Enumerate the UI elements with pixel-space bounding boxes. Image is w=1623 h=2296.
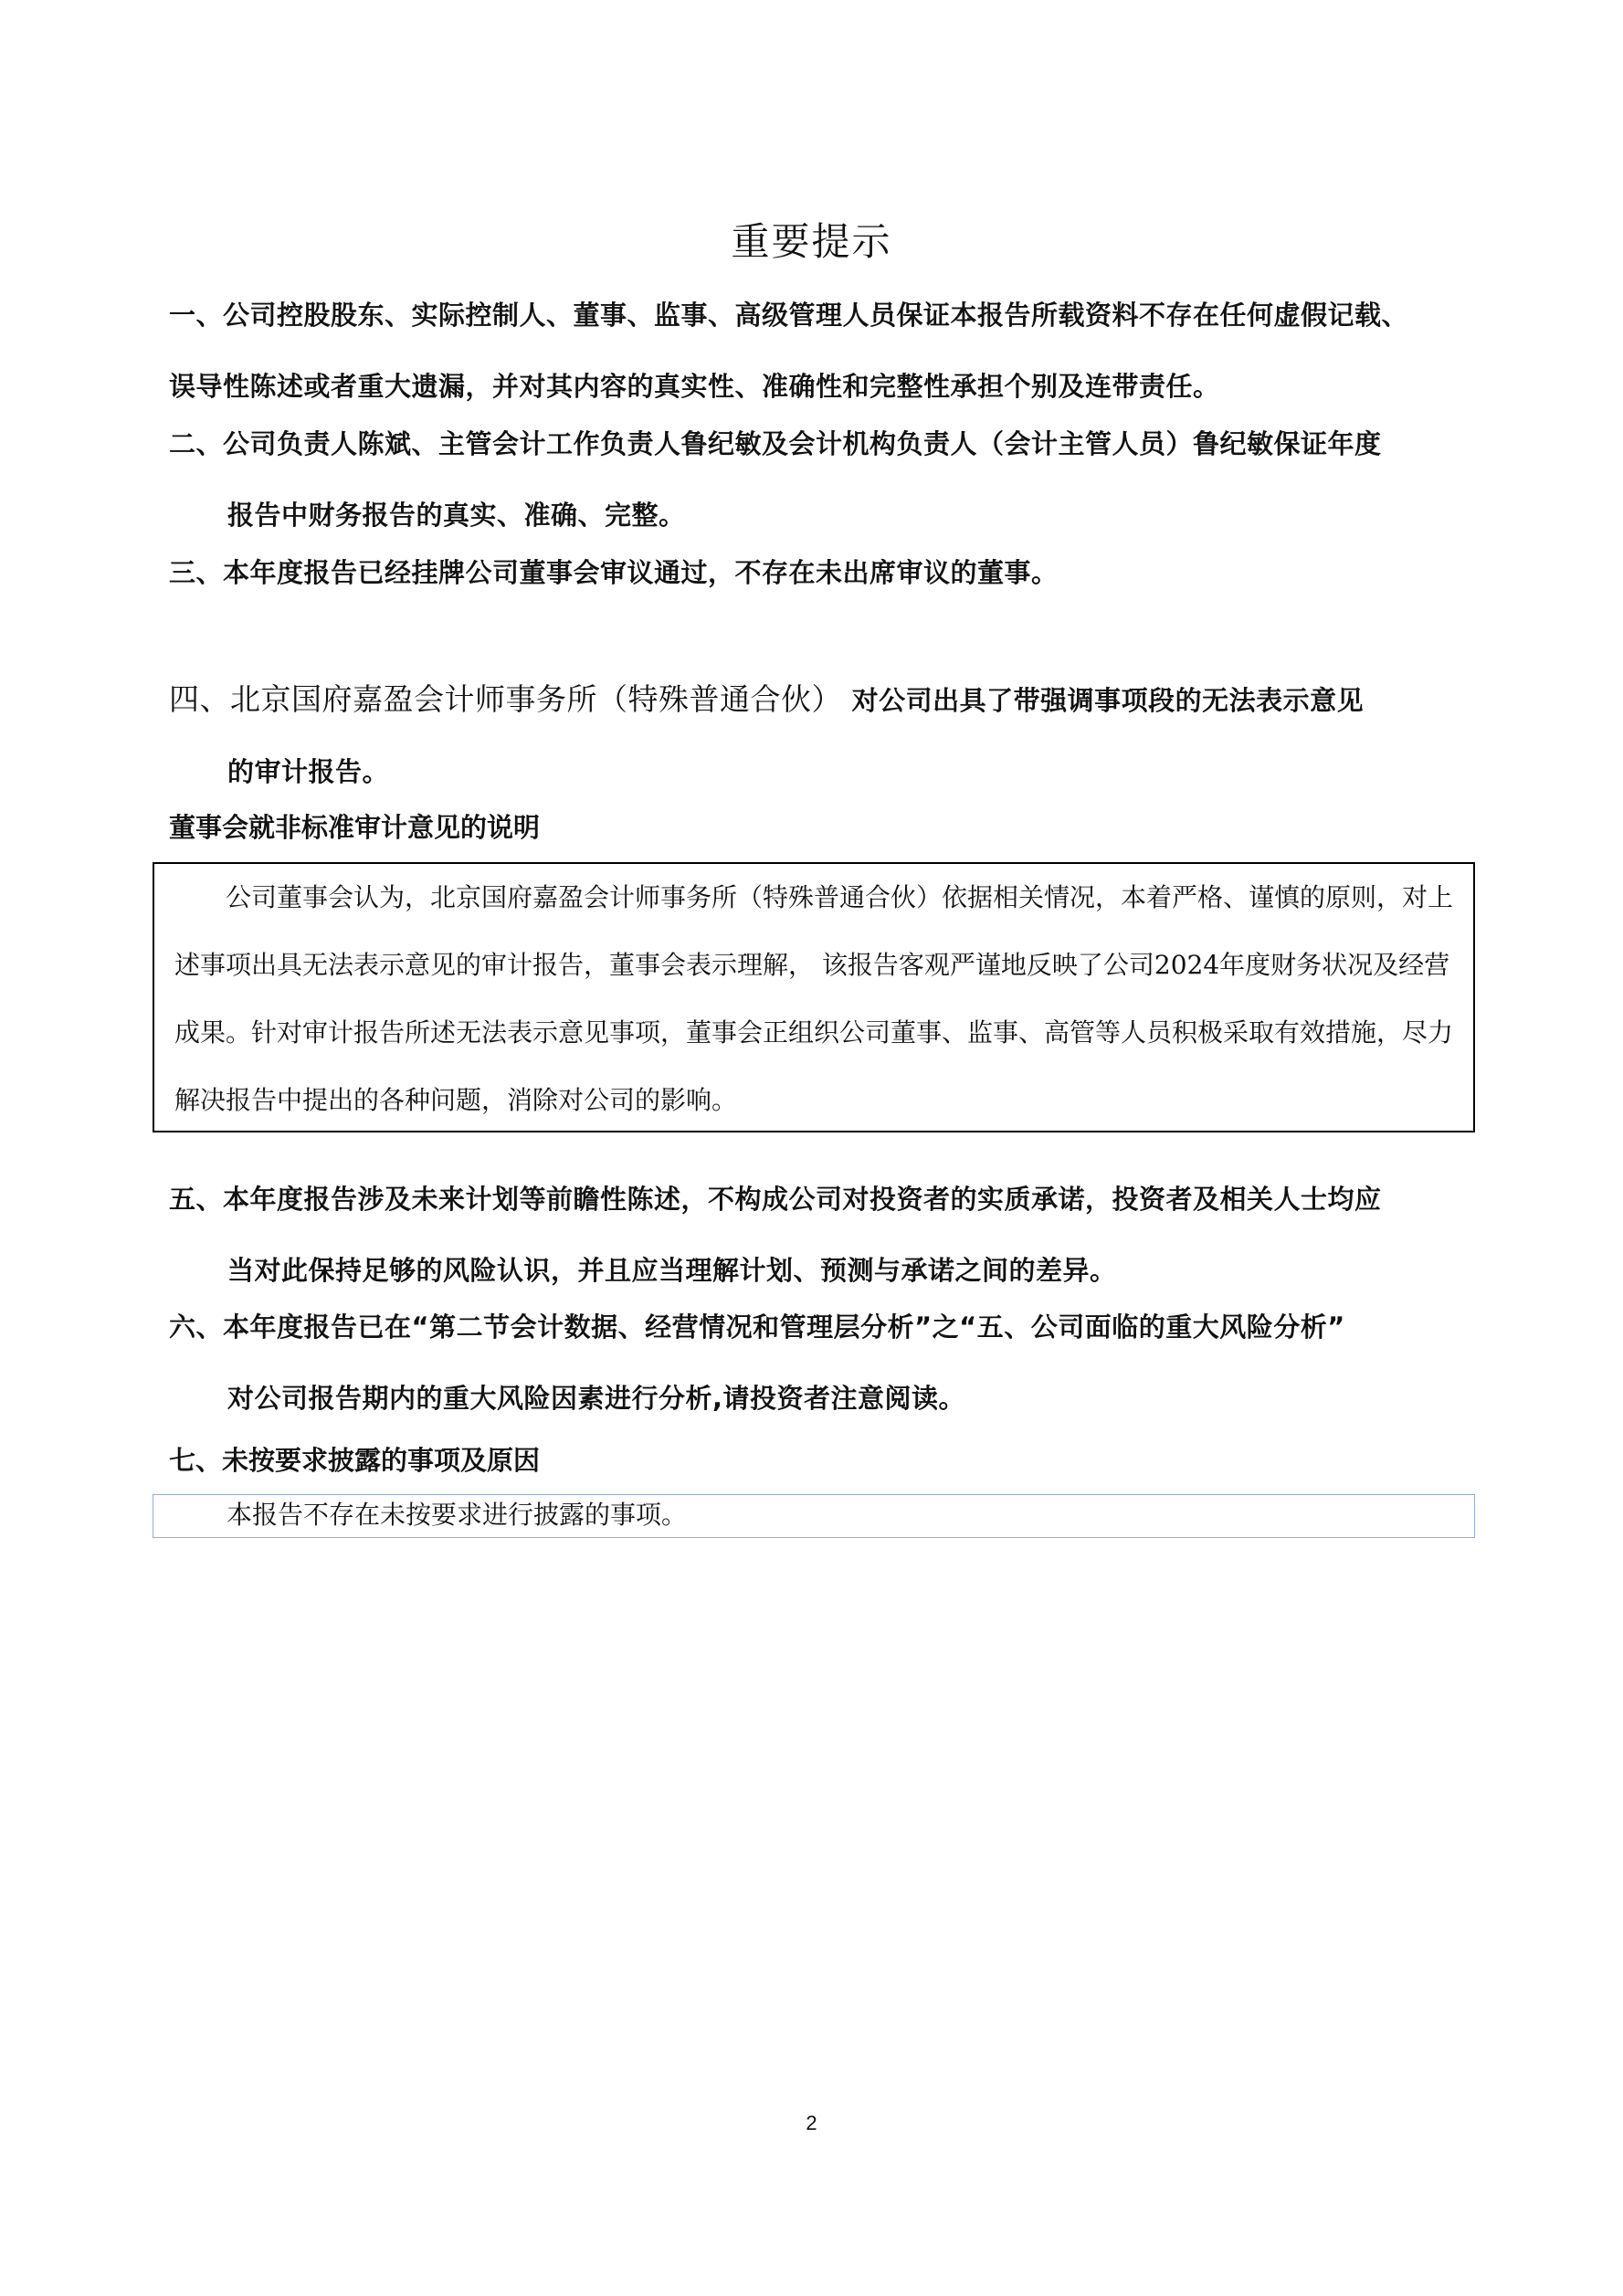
- undisclosed-heading: 七、未按要求披露的事项及原因: [169, 1445, 541, 1476]
- board-explanation-heading: 董事会就非标准审计意见的说明: [169, 812, 541, 843]
- notice-item-1: [169, 279, 1475, 422]
- item-text-line-1: 公司控股股东、实际控制人、董事、监事、高级管理人员保证本报告所载资料不存在任何虚假记载、: [223, 300, 1409, 331]
- item-text-line-2: 的审计报告。: [227, 756, 390, 787]
- item-text-line-2: 当对此保持足够的风险认识，并且应当理解计划、预测与承诺之间的差异。: [227, 1255, 1117, 1286]
- item-text-line-2: 误导性陈述或者重大遗漏，并对其内容的真实性、准确性和完整性承担个别及连带责任。: [169, 371, 1220, 402]
- audit-firm-name: 北京国府嘉盈会计师事务所（特殊普通合伙）: [230, 681, 842, 717]
- item-text-line-1: 本年度报告已在“第二节会计数据、经营情况和管理层分析”之“五、公司面临的重大风险分析”: [223, 1311, 1345, 1343]
- undisclosed-text: 本报告不存在未按要求进行披露的事项。: [227, 1500, 688, 1530]
- page-number: 2: [806, 2112, 817, 2134]
- item-number: 一、: [169, 300, 224, 331]
- notice-item-5: [169, 1164, 1475, 1306]
- notice-item-2: [169, 408, 1475, 551]
- notice-item-3: [169, 537, 1475, 608]
- item-text-line-1: 公司负责人陈斌、主管会计工作负责人鲁纪敏及会计机构负责人（会计主管人员）鲁纪敏保证年度: [223, 428, 1382, 459]
- notice-item-6: [169, 1291, 1475, 1434]
- item-number: 六、: [169, 1311, 224, 1343]
- board-explanation-box: [153, 862, 1475, 1132]
- item-text-line-2: 对公司报告期内的重大风险因素进行分析,请投资者注意阅读。: [227, 1383, 966, 1414]
- notice-item-4: [169, 664, 1475, 807]
- item-text-line-1: 本年度报告涉及未来计划等前瞻性陈述，不构成公司对投资者的实质承诺，投资者及相关人士均应: [223, 1184, 1382, 1215]
- item-number: 三、: [169, 557, 224, 588]
- item-number: 二、: [169, 428, 224, 459]
- item-number: 四、: [169, 681, 230, 717]
- item-text-line-1: 对公司出具了带强调事项段的无法表示意见: [842, 685, 1365, 716]
- page-title: 重要提示: [731, 219, 892, 264]
- item-number: 五、: [169, 1184, 224, 1215]
- board-explanation-text: 公司董事会认为，北京国府嘉盈会计师事务所（特殊普通合伙）依据相关情况，本着严格、谨慎的原则，对上述事项出具无法表示意见的审计报告，董事会表示理解， 该报告客观严谨地反映了公司2024年度财务状况及经营成果。针对审计报告所述无法表示意见事项，董事会正组织公司董事、监事、高管等人员积极采取有效措施，尽力解决报告中提出的各种问题，消除对公司的影响。: [174, 882, 1454, 1115]
- undisclosed-box: [153, 1494, 1475, 1538]
- item-text-line-1: 本年度报告已经挂牌公司董事会审议通过，不存在未出席审议的董事。: [223, 557, 1059, 588]
- item-text-line-2: 报告中财务报告的真实、准确、完整。: [227, 500, 686, 531]
